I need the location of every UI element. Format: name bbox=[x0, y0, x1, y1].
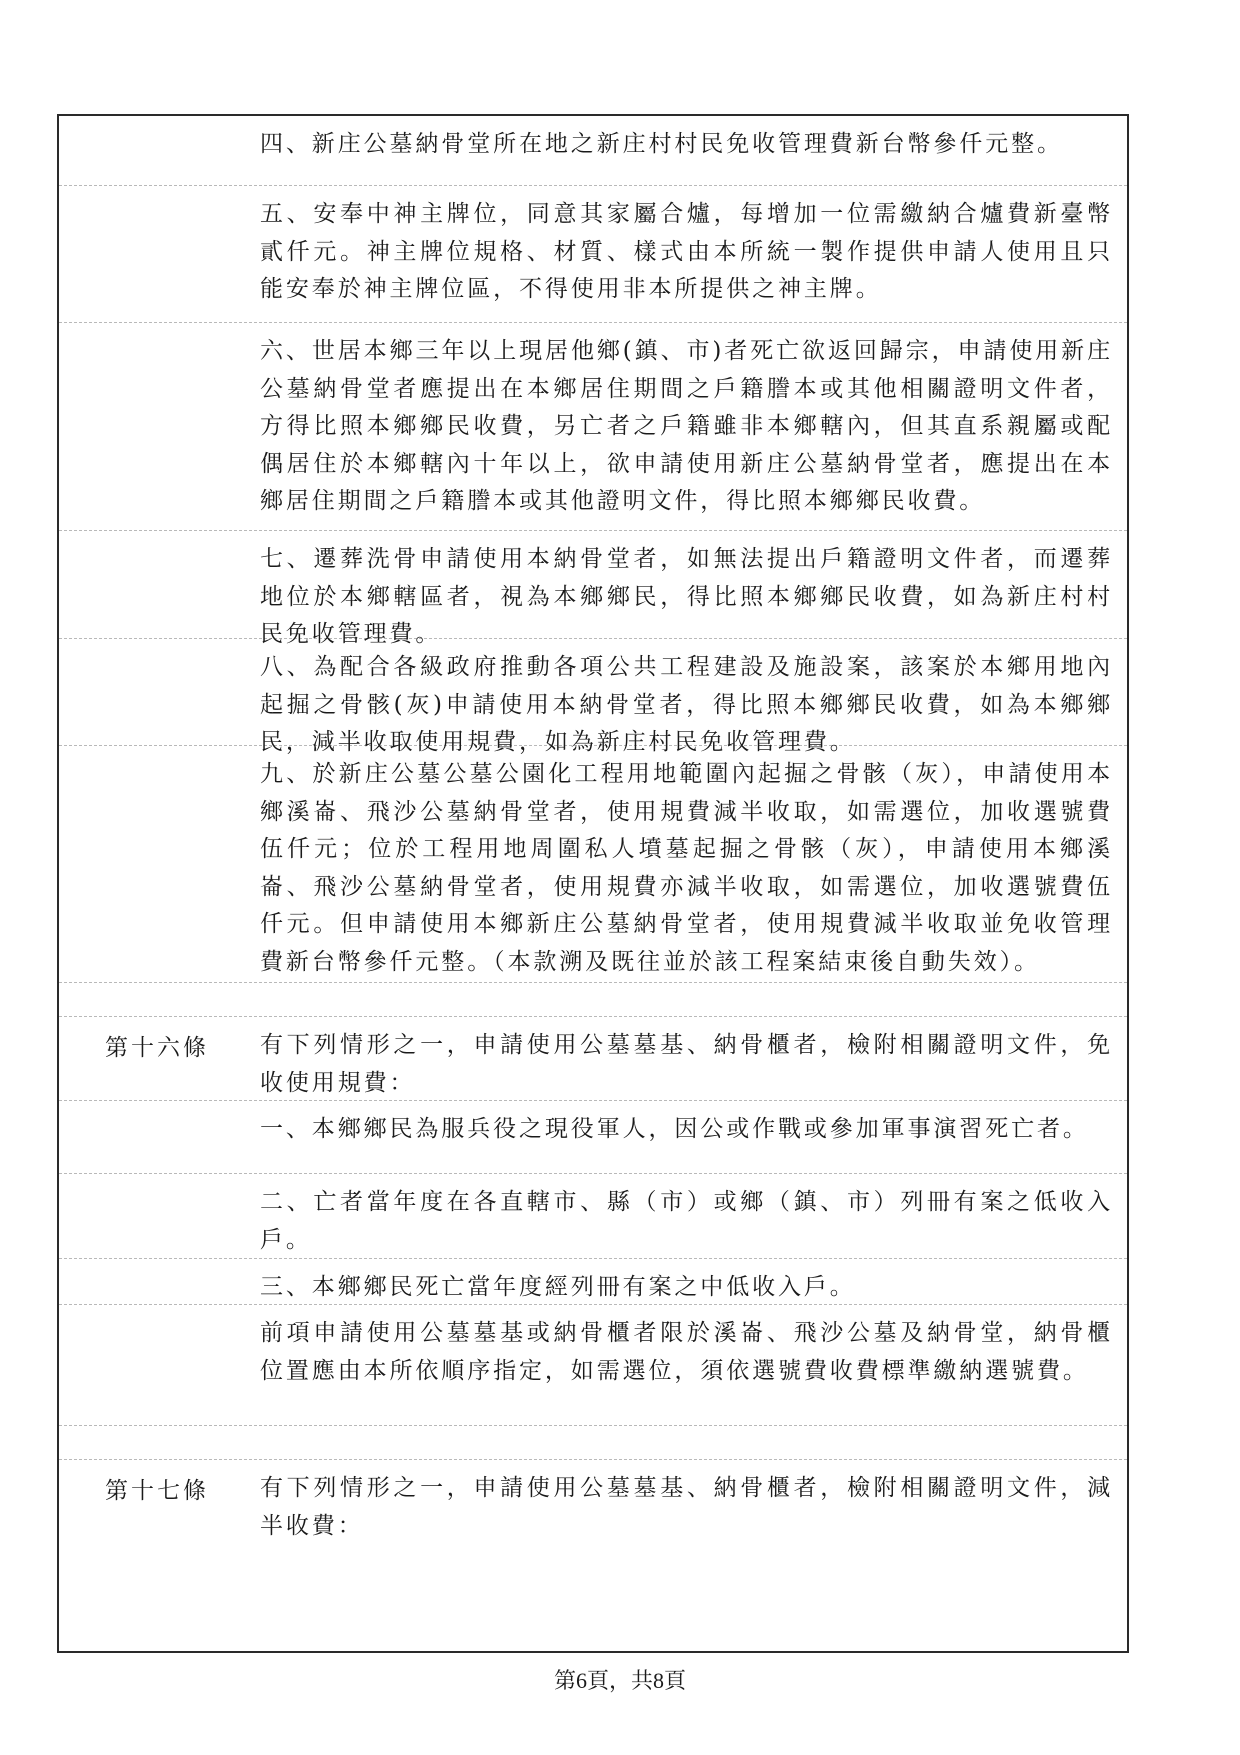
clause-text: 前項申請使用公墓墓基或納骨櫃者限於溪崙、飛沙公墓及納骨堂，納骨櫃位置應由本所依順序指定，如需選位，須依選號費收費標準繳納選號費。 bbox=[260, 1320, 1113, 1384]
page-number: 第6頁，共8頁 bbox=[553, 1668, 686, 1693]
table-row bbox=[59, 746, 1127, 983]
clause-text: 三、本鄉鄉民死亡當年度經列冊有案之中低收入戶。 bbox=[260, 1274, 856, 1300]
table-row bbox=[59, 1174, 1127, 1259]
table-row bbox=[59, 1101, 1127, 1174]
clause-text: 四、新庄公墓納骨堂所在地之新庄村村民免收管理費新台幣參仟元整。 bbox=[260, 131, 1063, 157]
table-row bbox=[59, 186, 1127, 323]
article-label: 第十六條 bbox=[105, 1035, 209, 1061]
clause-text: 七、遷葬洗骨申請使用本納骨堂者，如無法提出戶籍證明文件者，而遷葬地位於本鄉轄區者，視為本鄉鄉民，得比照本鄉鄉民收費，如為新庄村村民免收管理費。 bbox=[260, 546, 1113, 647]
table-row bbox=[59, 1460, 1127, 1651]
regulation-table bbox=[57, 114, 1129, 1653]
clause-text: 有下列情形之一，申請使用公墓墓基、納骨櫃者，檢附相關證明文件，免收使用規費： bbox=[260, 1032, 1113, 1096]
table-row bbox=[59, 1305, 1127, 1426]
clause-text: 二、亡者當年度在各直轄市、縣（市）或鄉（鎮、市）列冊有案之低收入戶。 bbox=[260, 1189, 1113, 1253]
article-label: 第十七條 bbox=[105, 1478, 209, 1504]
table-row bbox=[59, 116, 1127, 186]
table-row bbox=[59, 639, 1127, 755]
clause-text: 八、為配合各級政府推動各項公共工程建設及施設案，該案於本鄉用地內起掘之骨骸(灰)申請使用本納骨堂者，得比照本鄉鄉民收費，如為本鄉鄉民，減半收取使用規費，如為新庄村民免收管理費。 bbox=[260, 654, 1113, 755]
table-row bbox=[59, 1017, 1127, 1101]
clause-text: 五、安奉中神主牌位，同意其家屬合爐，每增加一位需繳納合爐費新臺幣貳仟元。神主牌位規格、材質、樣式由本所統一製作提供申請人使用且只能安奉於神主牌位區，不得使用非本所提供之神主牌。 bbox=[260, 201, 1113, 302]
table-row bbox=[59, 1426, 1127, 1460]
clause-text: 有下列情形之一，申請使用公墓墓基、納骨櫃者，檢附相關證明文件，減半收費： bbox=[260, 1475, 1113, 1539]
table-row bbox=[59, 531, 1127, 647]
clause-text: 一、本鄉鄉民為服兵役之現役軍人，因公或作戰或參加軍事演習死亡者。 bbox=[260, 1116, 1089, 1142]
table-row bbox=[59, 983, 1127, 1017]
clause-text: 九、於新庄公墓公墓公園化工程用地範圍內起掘之骨骸（灰），申請使用本鄉溪崙、飛沙公墓納骨堂者，使用規費減半收取，如需選位，加收選號費伍仟元；位於工程用地周圍私人墳墓起掘之骨骸（灰），申請使用本鄉溪崙、飛沙公墓納骨堂者，使用規費亦減半收取，如需選位，加收選號費伍仟元。但申請使用本鄉新庄公墓納骨堂者，使用規費減半收取並免收管理費新台幣參仟元整。（本款溯及既往並於該工程案結束後自動失效）。 bbox=[260, 761, 1113, 975]
table-row bbox=[59, 1259, 1127, 1305]
table-row bbox=[59, 323, 1127, 531]
clause-text: 六、世居本鄉三年以上現居他鄉(鎮、市)者死亡欲返回歸宗，申請使用新庄公墓納骨堂者應提出在本鄉居住期間之戶籍謄本或其他相關證明文件者，方得比照本鄉鄉民收費，另亡者之戶籍雖非本鄉轄內，但其直系親屬或配偶居住於本鄉轄內十年以上，欲申請使用新庄公墓納骨堂者，應提出在本鄉居住期間之戶籍謄本或其他證明文件，得比照本鄉鄉民收費。 bbox=[260, 338, 1113, 514]
